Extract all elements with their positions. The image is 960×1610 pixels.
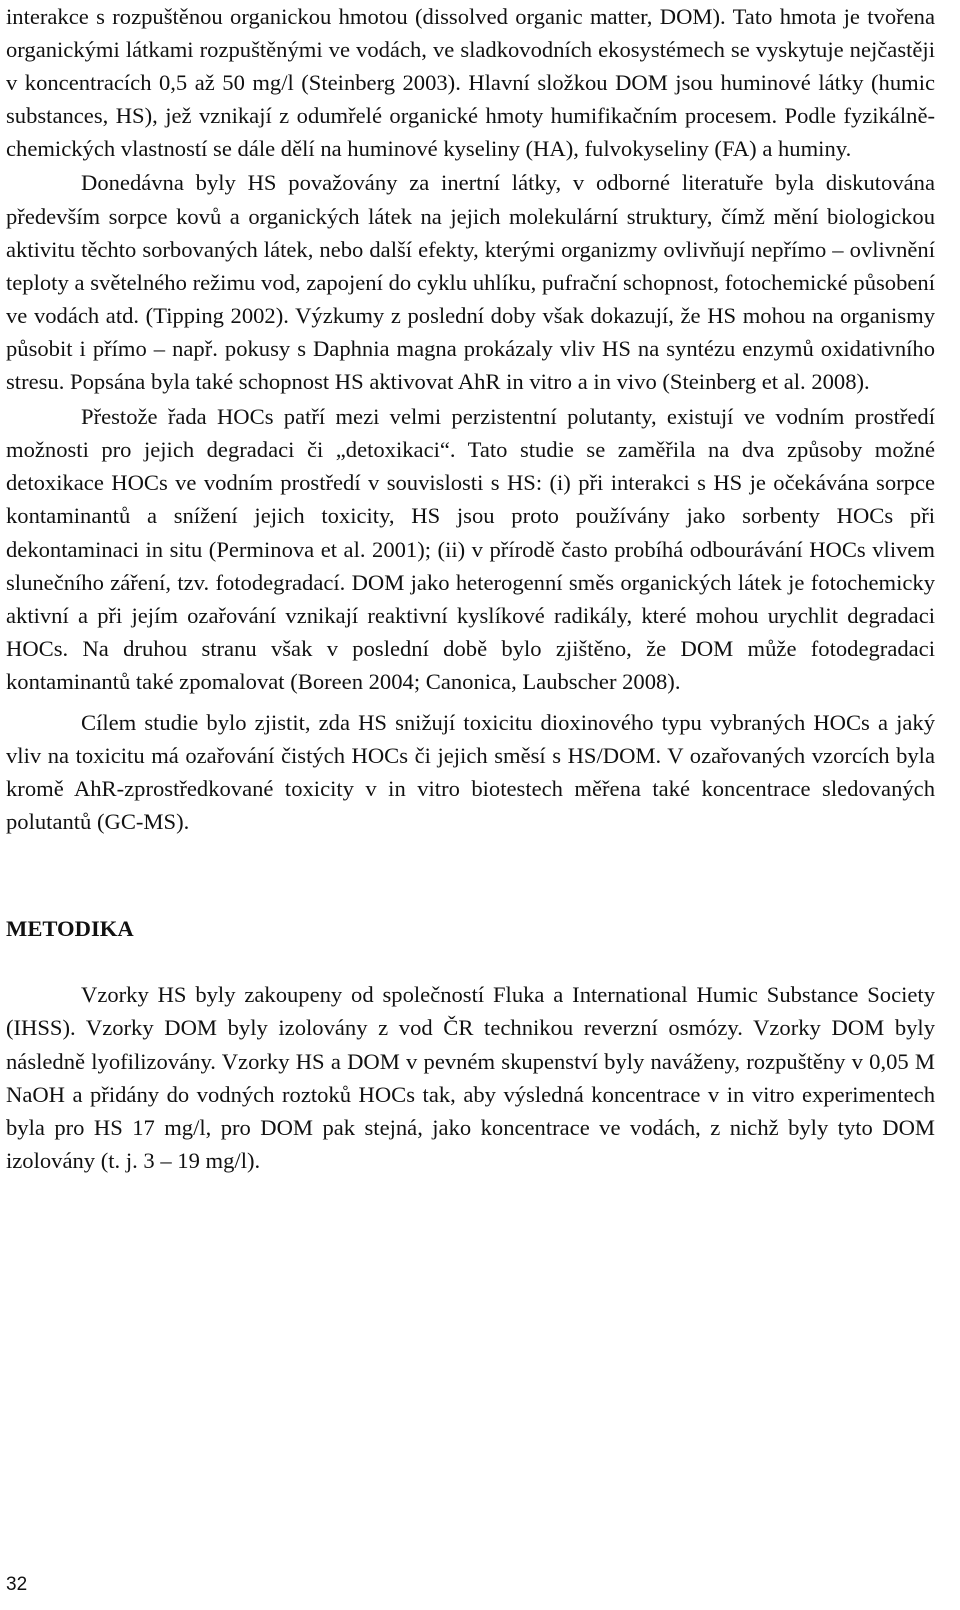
document-page (6, 0, 935, 1177)
paragraph-study-aim: Cílem studie bylo zjistit, zda HS snižují toxicitu dioxinového typu vybraných HOCs a jaký vliv na toxicitu má ozařování čistých HOCs či jejich směsí s HS/DOM. V ozařovaných vzorcích byla kromě AhR-zprostředkované toxicity v in vitro biotestech měřena také koncentrace sledovaných polutantů (GC-MS). (6, 709, 935, 835)
section-heading-methods: METODIKA (6, 916, 134, 942)
paragraph-hoc-detoxication: Přestože řada HOCs patří mezi velmi perzistentní polutanty, existují ve vodním prostředí možnosti pro jejich degradaci či „detoxikaci“. Tato studie se zaměřila na dva způsoby možné detoxikace HOCs ve vodním prostředí v souvislosti s HS: (i) při interakci s HS je očekávána sorpce kontaminantů a snížení jejich toxicity, HS jsou proto používány jako sorbenty HOCs při dekontaminaci in situ (Perminova et al. 2001); (ii) v přírodě často probíhá odbourávání HOCs vlivem slunečního záření, tzv. fotodegradací. DOM jako heterogenní směs organických látek je fotochemicky aktivní a při jejím ozařování vznikají reaktivní kyslíkové radikály, které mohou urychlit degradaci HOCs. Na druhou stranu však v poslední době bylo zjištěno, že DOM může fotodegradaci kontaminantů také zpomalovat (Boreen 2004; Canonica, Laubscher 2008). (6, 404, 935, 694)
paragraph-dom-intro: interakce s rozpuštěnou organickou hmotou (dissolved organic matter, DOM). Tato hmota je tvořena organickými látkami rozpuštěnými ve vodách, ve sladkovodních ekosystémech se vyskytuje nejčastěji v koncentracích 0,5 až 50 mg/l (Steinberg 2003). Hlavní složkou DOM jsou huminové látky (humic substances, HS), jež vznikají z odumřelé organické hmoty humifikačním procesem. Podle fyzikálně-chemických vlastností se dále dělí na huminové kyseliny (HA), fulvokyseliny (FA) a huminy. (6, 4, 935, 162)
paragraph-methods: Vzorky HS byly zakoupeny od společností Fluka a International Humic Substance Society (IHSS). Vzorky DOM byly izolovány z vod ČR technikou reverzní osmózy. Vzorky DOM byly následně lyofilizovány. Vzorky HS a DOM v pevném skupenství byly naváženy, rozpuštěny v 0,05 M NaOH a přidány do vodných roztoků HOCs tak, aby výsledná koncentrace v in vitro experimentech byla pro HS 17 mg/l, pro DOM pak stejná, jako koncentrace ve vodách, z nichž byly tyto DOM izolovány (t. j. 3 – 19 mg/l). (6, 982, 935, 1173)
page-number: 32 (6, 1574, 28, 1595)
paragraph-humic-substances: Donedávna byly HS považovány za inertní látky, v odborné literatuře byla diskutována především sorpce kovů a organických látek na jejich molekulární struktury, čímž mění biologickou aktivitu těchto sorbovaných látek, nebo další efekty, kterými organizmy ovlivňují nepřímo – ovlivnění teploty a světelného režimu vod, zapojení do cyklu uhlíku, pufrační schopnost, fotochemické působení ve vodách atd. (Tipping 2002). Výzkumy z poslední doby však dokazují, že HS mohou na organismy působit i přímo – např. pokusy s Daphnia magna prokázaly vliv HS na syntézu enzymů oxidativního stresu. Popsána byla také schopnost HS aktivovat AhR in vitro a in vivo (Steinberg et al. 2008). (6, 170, 935, 395)
